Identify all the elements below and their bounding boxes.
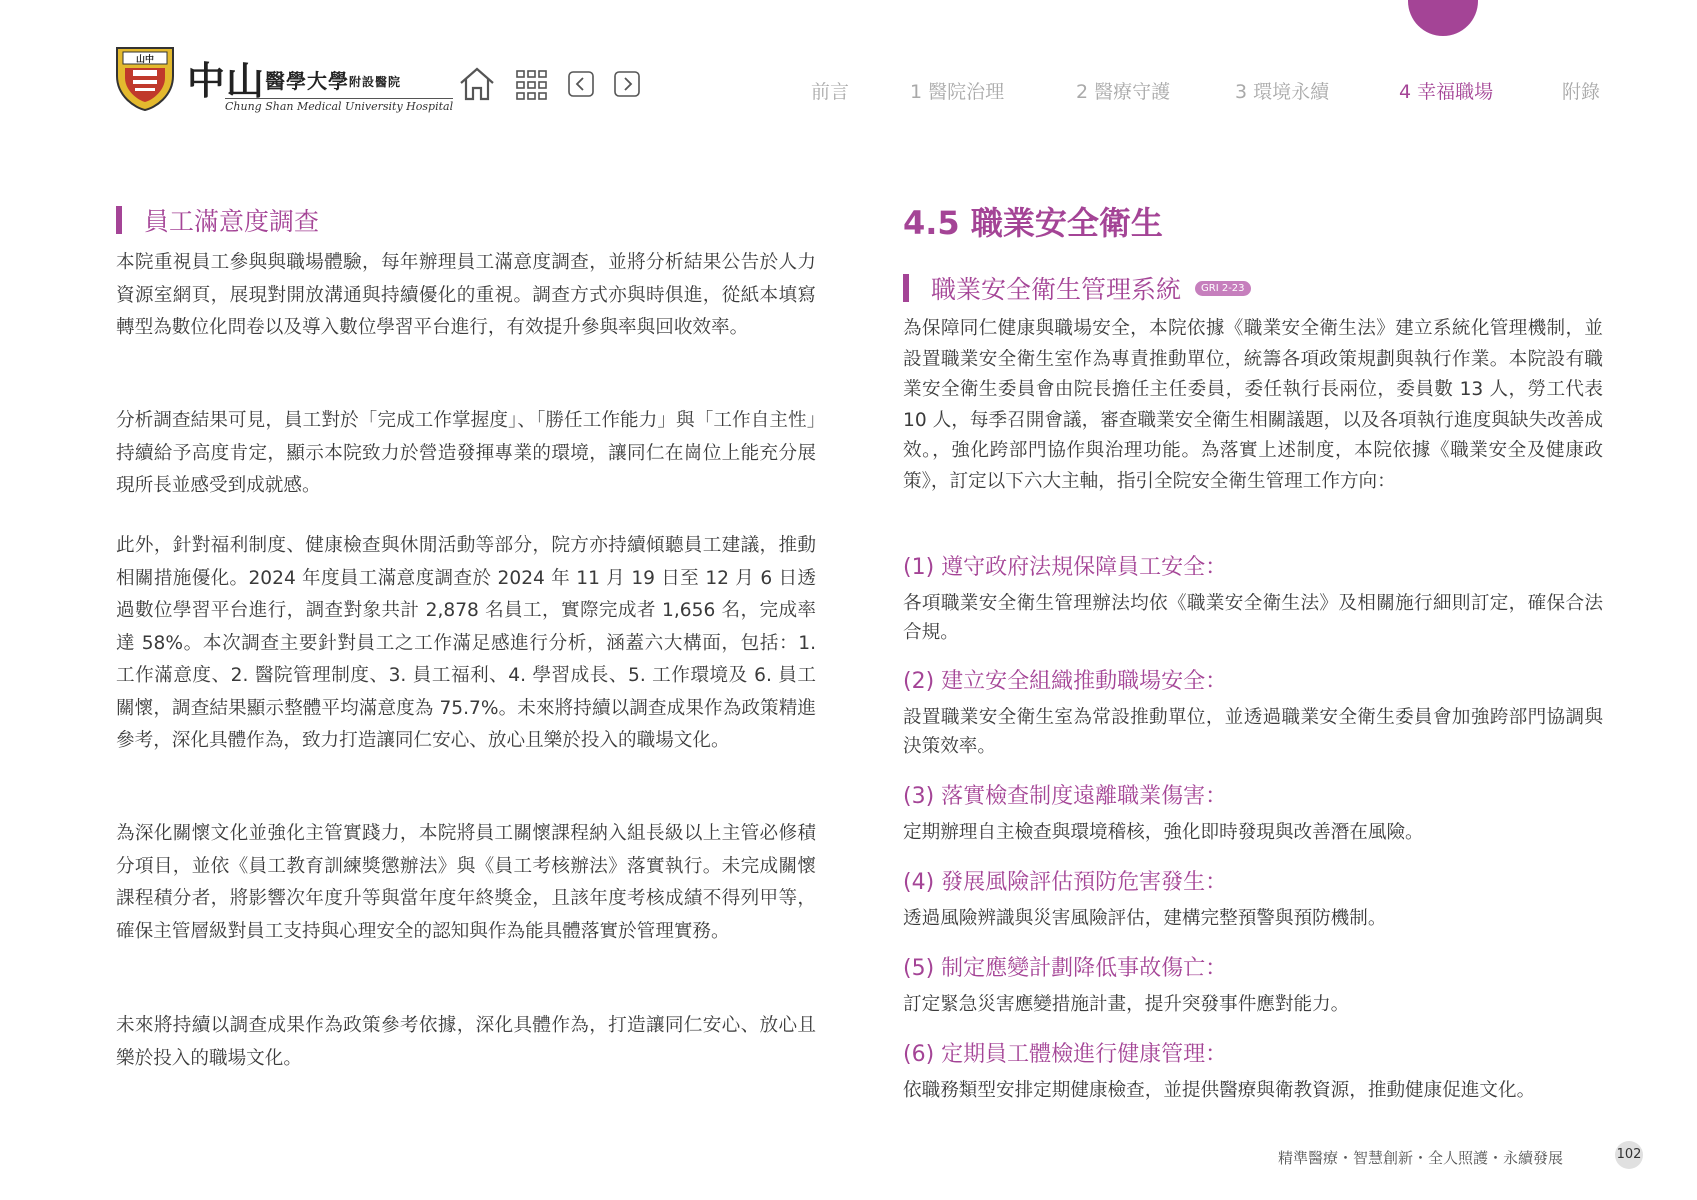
principle-text: 各項職業安全衛生管理辦法均依《職業安全衛生法》及相關施行細則訂定，確保合法合規。 [903,593,1603,643]
principle-title: (4) 發展風險評估預防危害發生： [903,870,1228,895]
heading-bar [116,206,122,234]
logo-name-mid: 醫學大學 [265,69,350,93]
grid-icon[interactable] [516,70,548,104]
footer-tagline: 精準醫療・智慧創新・全人照護・永續發展 [1278,1149,1564,1167]
logo-name-small: 附設醫院 [349,75,402,89]
paragraph: 為保障同仁健康與職場安全，本院依據《職業安全衛生法》建立系統化管理機制，並設置職業安全衛生室作為專責推動單位，統籌各項政策規劃與執行作業。本院設有職業安全衛生委員會由院長擔任主任委員，委任執行長兩位，委員數 13 人，勞工代表 10 人，每季召開會議，審查職業安全衛生相關議題，以及各項執行進度與缺失改善成效。，強化跨部門協作與治理功能。為落實上述制度，本院依據《職業安全及健康政策》，訂定以下六大主軸，指引全院安全衛生管理工作方向： [903,318,1603,492]
principle-text: 定期辦理自主檢查與環境稽核，強化即時發現與改善潛在風險。 [903,822,1424,843]
page-title: 4.5 職業安全衛生 [903,204,1163,242]
principle-text: 訂定緊急災害應變措施計畫，提升突發事件應對能力。 [903,994,1350,1015]
section-title: 員工滿意度調查 [144,207,320,236]
principle-text: 透過風險辨識與災害風險評估，建構完整預警與預防機制。 [903,908,1387,929]
principle-title: (3) 落實檢查制度遠離職業傷害： [903,784,1228,809]
nav-item-environment[interactable]: 3 環境永續 [1235,81,1330,103]
paragraph: 為深化關懷文化並強化主管實踐力，本院將員工關懷課程納入組長級以上主管必修積分項目，並依《員工教育訓練獎懲辦法》與《員工考核辦法》落實執行。未完成關懷課程積分者，將影響次年度升等與當年度年終獎金，且該年度考核成績不得列甲等，確保主管層級對員工支持與心理安全的認知與作為能具體落實於管理實務。 [116,823,816,942]
logo-name-big: 中山 [187,58,266,103]
nav-item-happy-workplace[interactable]: 4 幸福職場 [1399,81,1494,103]
paragraph: 未來將持續以調查成果作為政策參考依據，深化具體作為，打造讓同仁安心、放心且樂於投入的職場文化。 [116,1015,816,1069]
hospital-name-en: Chung Shan Medical University Hospital [225,100,454,113]
nav-item-governance[interactable]: 1 醫院治理 [910,81,1005,103]
chevron-left-icon[interactable] [568,71,594,101]
nav-item-preface[interactable]: 前言 [811,81,850,103]
paragraph: 本院重視員工參與與職場體驗，每年辦理員工滿意度調查，並將分析結果公告於人力資源室網頁，展現對開放溝通與持續優化的重視。調查方式亦與時俱進，從紙本填寫轉型為數位化問卷以及導入數位學習平台進行，有效提升參與率與回收效率。 [116,252,816,338]
paragraph: 此外，針對福利制度、健康檢查與休閒活動等部分，院方亦持續傾聽員工建議，推動相關措施優化。2024 年度員工滿意度調查於 2024 年 11 月 19 日至 12 月 6 日透過數位學習平台進行，調查對象共計 2,878 名員工，實際完成者 1,656 名，完成率達 58%。本次調查主要針對員工之工作滿足感進行分析，涵蓋六大構面，包括：1. 工作滿意度、2. 醫院管理制度、3. 員工福利、4. 學習成長、5. 工作環境及 6. 員工關懷，調查結果顯示整體平均滿意度為 75.7%。未來將持續以調查成果作為政策精進參考，深化具體作為，致力打造讓同仁安心、放心且樂於投入的職場文化。 [116,535,816,751]
home-icon[interactable] [458,66,496,106]
principle-text: 設置職業安全衛生室為常設推動單位，並透過職業安全衛生委員會加強跨部門協調與決策效率。 [903,707,1603,757]
principle-title: (1) 遵守政府法規保障員工安全： [903,555,1228,580]
hospital-name-zh [187,50,401,105]
section-heading-ohs [903,270,1251,306]
section-heading-satisfaction [116,202,319,238]
principle-title: (5) 制定應變計劃降低事故傷亡： [903,956,1228,981]
heading-bar [903,274,909,302]
nav-icon-bar [458,66,660,106]
principle-text: 依職務類型安排定期健康檢查，並提供醫療與衛教資源，推動健康促進文化。 [903,1080,1536,1101]
seal-text: 山中 [136,55,155,65]
decorative-circle [1408,0,1478,36]
hospital-logo[interactable] [115,46,454,113]
gri-badge: GRI 2-23 [1195,281,1251,296]
paragraph: 分析調查結果可見，員工對於「完成工作掌握度」、「勝任工作能力」與「工作自主性」持續給予高度肯定，顯示本院致力於營造發揮專業的環境，讓同仁在崗位上能充分展現所長並感受到成就感。 [116,410,816,496]
nav-item-appendix[interactable]: 附錄 [1562,81,1601,103]
page-number: 102 [1615,1141,1643,1169]
section-title: 職業安全衛生管理系統 [931,275,1182,304]
principle-title: (6) 定期員工體檢進行健康管理： [903,1042,1228,1067]
chevron-right-icon[interactable] [614,71,640,101]
nav-item-medical-care[interactable]: 2 醫療守護 [1076,81,1171,103]
hospital-seal-icon [115,46,175,110]
principle-title: (2) 建立安全組織推動職場安全： [903,669,1228,694]
